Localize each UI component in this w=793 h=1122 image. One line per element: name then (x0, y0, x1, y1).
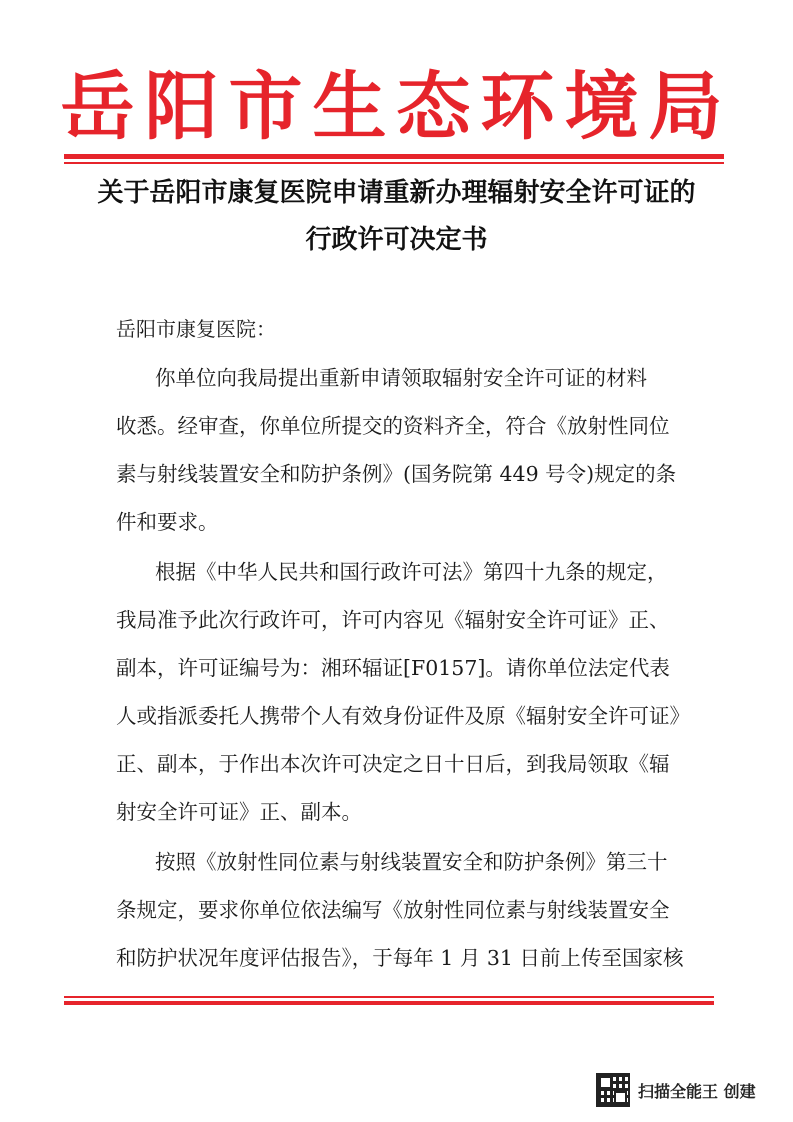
body-line: 我局准予此次行政许可，许可内容见《辐射安全许可证》正、 (116, 608, 670, 632)
document-title-line-2: 行政许可决定书 (305, 225, 488, 255)
scanner-label: 扫描全能王 创建 (638, 1081, 756, 1101)
footer-rule-thick (64, 1001, 714, 1005)
header-rule-thin (64, 162, 724, 164)
body-line: 副本，许可证编号为：湘环辐证[F0157]。请你单位法定代表 (116, 656, 670, 680)
org-name-header: 岳阳市生态环境局 (60, 64, 733, 150)
body-line: 素与射线装置安全和防护条例》(国务院第 449 号令)规定的条 (116, 462, 677, 486)
body-line: 人或指派委托人携带个人有效身份证件及原《辐射安全许可证》 (116, 704, 690, 728)
body-line: 你单位向我局提出重新申请领取辐射安全许可证的材料 (155, 366, 647, 390)
qr-code-icon (596, 1073, 630, 1107)
footer-rule-thin (64, 996, 714, 998)
body-line: 件和要求。 (116, 510, 219, 534)
body-line: 按照《放射性同位素与射线装置安全和防护条例》第三十 (155, 850, 668, 874)
body-line: 收悉。经审查，你单位所提交的资料齐全，符合《放射性同位 (116, 414, 670, 438)
salutation: 岳阳市康复医院： (116, 317, 276, 341)
body-line: 条规定，要求你单位依法编写《放射性同位素与射线装置安全 (116, 898, 670, 922)
body-line: 射安全许可证》正、副本。 (116, 800, 362, 824)
scanner-watermark (596, 1070, 756, 1110)
body-line: 和防护状况年度评估报告》，于每年 1 月 31 日前上传至国家核 (116, 946, 684, 970)
body-line: 根据《中华人民共和国行政许可法》第四十九条的规定， (155, 560, 668, 584)
document-title-line-1: 关于岳阳市康复医院申请重新办理辐射安全许可证的 (97, 178, 696, 208)
header-rule-thick (64, 154, 724, 159)
body-line: 正、副本，于作出本次许可决定之日十日后，到我局领取《辐 (116, 752, 670, 776)
